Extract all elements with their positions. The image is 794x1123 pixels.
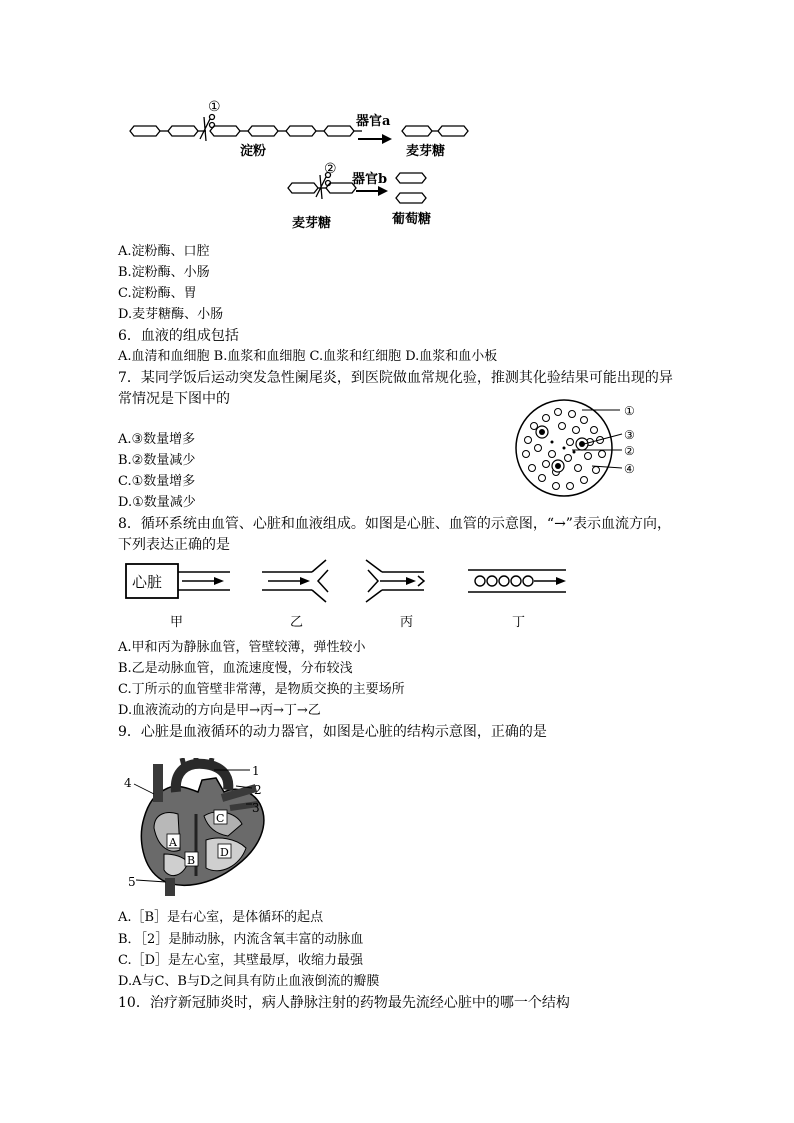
q8-stem-line1: 8．循环系统由血管、心脏和血液组成。如图是心脏、血管的示意图，“→”表示血流方向， xyxy=(118,516,671,532)
q5-option-b: B.淀粉酶、小肠 xyxy=(118,265,210,280)
organ-b-label: 器官b xyxy=(352,172,388,187)
chamber-label-a: A xyxy=(169,836,177,849)
q7-option-c: C.①数量增多 xyxy=(118,474,196,489)
chamber-label-c: C xyxy=(216,812,225,825)
mark-2-label: ② xyxy=(324,161,337,177)
smear-label-1: ① xyxy=(624,404,635,418)
q8-option-c: C.丁所示的血管壁非常薄，是物质交换的主要场所 xyxy=(118,682,405,697)
q7-option-b: B.②数量减少 xyxy=(118,453,196,468)
heart-number-3: 3 xyxy=(252,801,260,815)
mark-1-label: ① xyxy=(208,99,221,115)
smear-label-4: ④ xyxy=(624,462,635,476)
q7-stem-line1: 7．某同学饭后运动突发急性阑尾炎，到医院做血常规化验，推测其化验结果可能出现的异 xyxy=(118,370,673,386)
heart-number-2: 2 xyxy=(254,783,262,797)
q6-stem: 6．血液的组成包括 xyxy=(118,328,239,344)
q10-stem: 10．治疗新冠肺炎时，病人静脉注射的药物最先流经心脏中的哪一个结构 xyxy=(118,995,570,1011)
q7-stem-line2: 常情况是下图中的 xyxy=(118,391,230,407)
q8-option-b: B.乙是动脉血管，血流速度慢，分布较浅 xyxy=(118,661,353,676)
q8-stem-line2: 下列表达正确的是 xyxy=(118,537,230,553)
organ-a-label: 器官a xyxy=(356,114,391,129)
smear-label-2: ② xyxy=(624,444,635,458)
q9-option-d: D.A与C、B与D之间具有防止血液倒流的瓣膜 xyxy=(118,974,380,989)
q5-option-a: A.淀粉酶、口腔 xyxy=(118,244,210,259)
heart-number-5: 5 xyxy=(128,875,136,889)
q7-option-a: A.③数量增多 xyxy=(118,432,196,447)
vessel-diagram xyxy=(118,558,578,636)
heart-diagram xyxy=(118,758,288,898)
heart-number-1: 1 xyxy=(252,764,260,778)
q9-option-b: B．［2］是肺动脉，内流含氧丰富的动脉血 xyxy=(118,932,364,947)
chamber-label-d: D xyxy=(220,846,229,859)
heart-box-label: 心脏 xyxy=(132,573,163,591)
vessel-label-jia: 甲 xyxy=(170,615,184,630)
heart-number-4: 4 xyxy=(124,776,132,790)
starch-label: 淀粉 xyxy=(240,144,267,159)
vessel-label-bing: 丙 xyxy=(400,615,414,630)
q9-stem: 9．心脏是血液循环的动力器官，如图是心脏的结构示意图，正确的是 xyxy=(118,724,547,740)
q8-option-a: A.甲和丙为静脉血管，管壁较薄，弹性较小 xyxy=(118,640,366,655)
vessel-label-ding: 丁 xyxy=(512,615,526,630)
maltose-row2-label: 麦芽糖 xyxy=(292,216,332,231)
q5-option-c: C.淀粉酶、胃 xyxy=(118,286,197,301)
q6-options: A.血清和血细胞 B.血浆和血细胞 C.血浆和红细胞 D.血浆和血小板 xyxy=(118,349,498,364)
q9-option-c: C.［D］是左心室，其壁最厚，收缩力最强 xyxy=(118,953,364,968)
q9-option-a: A.［B］是右心室，是体循环的起点 xyxy=(118,910,324,925)
q5-option-d: D.麦芽糖酶、小肠 xyxy=(118,307,224,322)
digestion-diagram xyxy=(120,95,480,235)
glucose-label: 葡萄糖 xyxy=(392,212,432,227)
q7-option-d: D.①数量减少 xyxy=(118,495,196,510)
q8-option-d: D.血液流动的方向是甲→丙→丁→乙 xyxy=(118,703,321,718)
blood-smear-diagram xyxy=(512,396,672,502)
chamber-label-b: B xyxy=(187,854,196,867)
smear-label-3: ③ xyxy=(624,428,635,442)
maltose-label: 麦芽糖 xyxy=(406,144,446,159)
vessel-label-yi: 乙 xyxy=(290,615,304,630)
